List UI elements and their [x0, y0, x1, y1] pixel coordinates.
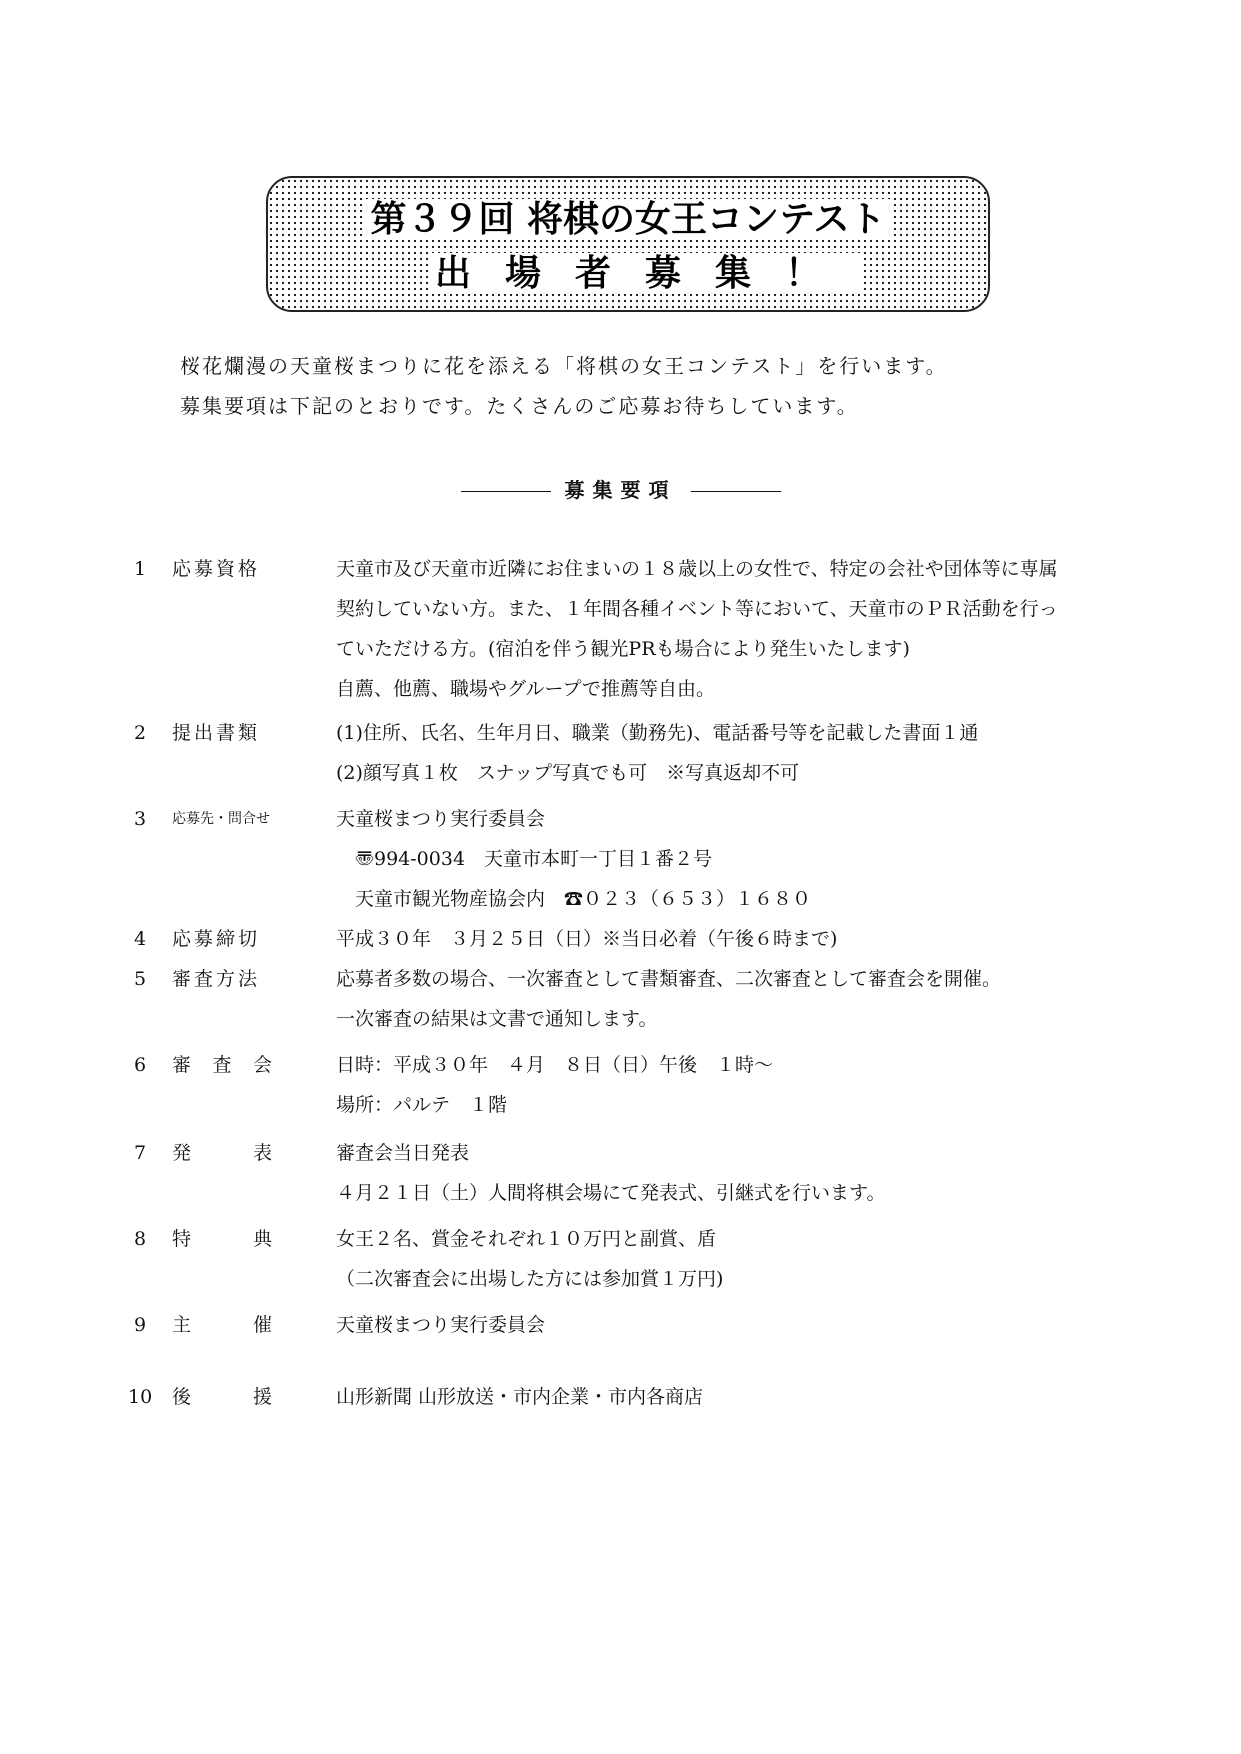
item-label: 応募先・問合せ	[172, 811, 270, 827]
intro-line-2: 募集要項は下記のとおりです。たくさんのご応募お待ちしています。	[180, 394, 859, 418]
item-label: 応募締切	[172, 928, 261, 950]
item-number: 3	[134, 808, 147, 830]
item-value-line: 契約していない方。また、１年間各種イベント等において、天童市のＰＲ活動を行っ	[336, 598, 1058, 620]
item-label: 特 典	[172, 1228, 272, 1250]
item-value-line: (2)顔写真１枚 スナップ写真でも可 ※写真返却不可	[336, 762, 800, 784]
item-number: 7	[134, 1142, 147, 1164]
title-line-1: 第３９回 将棋の女王コンテスト	[268, 200, 988, 240]
item-number: 4	[134, 928, 147, 950]
item-value-line: 天童桜まつり実行委員会	[336, 808, 546, 830]
item-label: 発 表	[172, 1142, 272, 1164]
item-value-line: 場所：パルテ １階	[336, 1094, 508, 1116]
item-value-line: 山形新聞 山形放送・市内企業・市内各商店	[336, 1386, 704, 1408]
item-value-line: 応募者多数の場合、一次審査として書類審査、二次審査として審査会を開催。	[336, 968, 1002, 990]
item-value-line: 女王２名、賞金それぞれ１０万円と副賞、盾	[336, 1228, 717, 1250]
item-label: 応募資格	[172, 558, 261, 580]
item-value-line: 一次審査の結果は文書で通知します。	[336, 1008, 658, 1030]
item-value-line: ていただける方。(宿泊を伴う観光PRも場合により発生いたします)	[336, 638, 910, 660]
item-value-line: 日時：平成３０年 ４月 ８日（日）午後 １時～	[336, 1054, 774, 1076]
item-value-line: 天童市及び天童市近隣にお住まいの１８歳以上の女性で、特定の会社や団体等に専属	[336, 558, 1058, 580]
item-value-line: 審査会当日発表	[336, 1142, 470, 1164]
heading-text: 募集要項	[564, 478, 677, 502]
item-label: 主 催	[172, 1314, 272, 1336]
title-box	[266, 176, 990, 312]
item-number: 2	[134, 722, 147, 744]
item-number: 9	[134, 1314, 147, 1336]
item-value-line: 自薦、他薦、職場やグループで推薦等自由。	[336, 678, 716, 700]
item-value-line: 天童市観光物産協会内 ☎０２３（６５３）１６８０	[336, 888, 812, 910]
item-number: 5	[134, 968, 147, 990]
item-label: 審査方法	[172, 968, 261, 990]
item-label: 提出書類	[172, 722, 261, 744]
item-number: 8	[134, 1228, 147, 1250]
item-value-line: ４月２１日（土）人間将棋会場にて発表式、引継式を行います。	[336, 1182, 886, 1204]
item-value-line: （二次審査会に出場した方には参加賞１万円)	[336, 1268, 724, 1290]
heading-rule-right	[691, 491, 781, 492]
item-number: 10	[128, 1386, 153, 1408]
item-label: 後 援	[172, 1386, 272, 1408]
heading-rule-left	[461, 491, 551, 492]
item-number: 1	[134, 558, 147, 580]
item-value-line: 平成３０年 ３月２５日（日）※当日必着（午後６時まで)	[336, 928, 838, 950]
item-label: 審 査 会	[172, 1054, 272, 1076]
item-number: 6	[134, 1054, 147, 1076]
title-line-2: 出場者募集！	[268, 254, 988, 294]
intro-line-1: 桜花爛漫の天童桜まつりに花を添える「将棋の女王コンテスト」を行います。	[180, 354, 948, 378]
item-value-line: 天童桜まつり実行委員会	[336, 1314, 546, 1336]
section-heading	[0, 474, 1241, 503]
item-value-line: 〠994-0034 天童市本町一丁目１番２号	[336, 848, 713, 870]
item-value-line: (1)住所、氏名、生年月日、職業（勤務先)、電話番号等を記載した書面１通	[336, 722, 979, 744]
